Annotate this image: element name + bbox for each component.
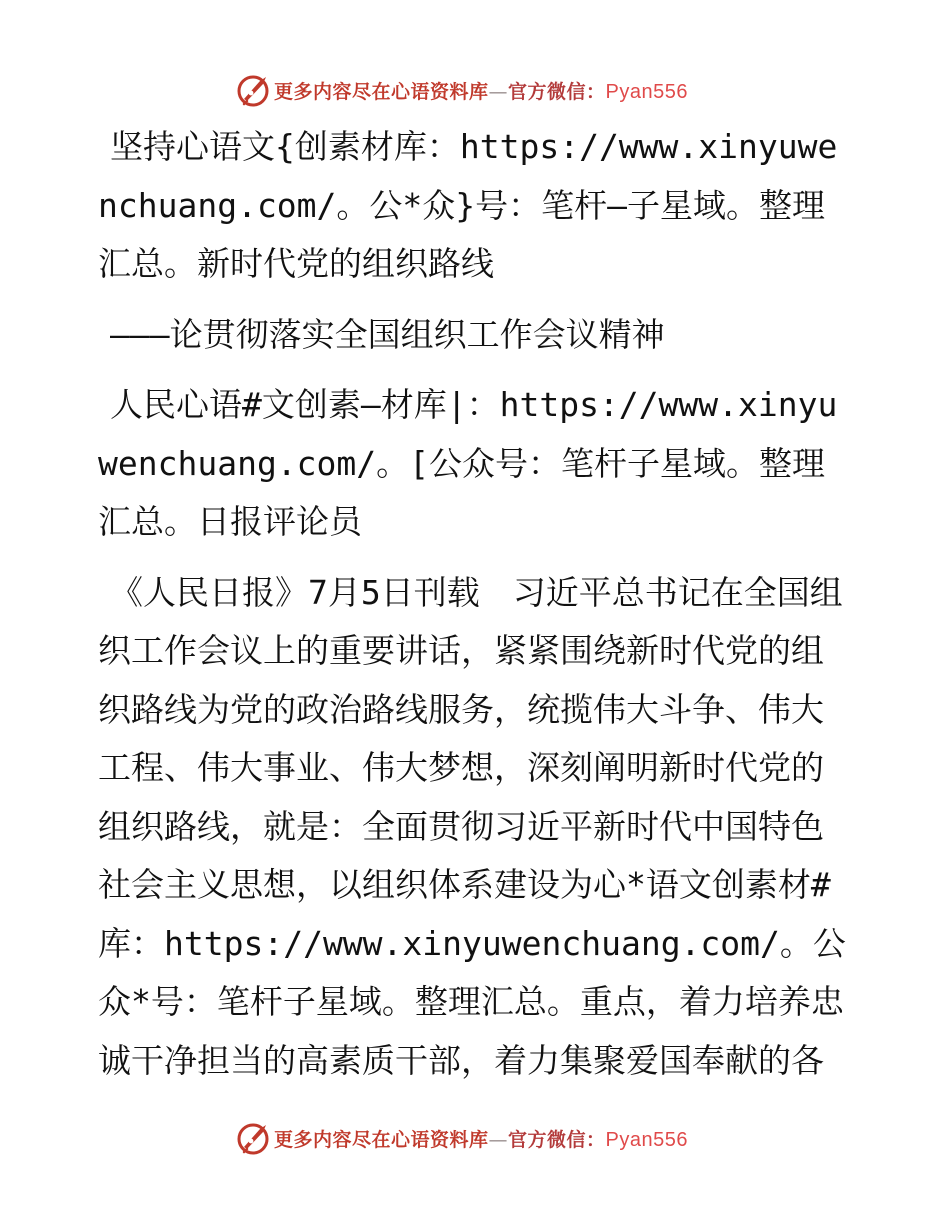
watermark-wechat-label: 官方微信：	[508, 1128, 606, 1151]
watermark-separator: —	[488, 80, 509, 103]
watermark-separator: —	[488, 1128, 509, 1151]
watermark-wechat-label: 官方微信：	[508, 80, 606, 103]
watermark-wechat-id: Pyan556	[605, 1128, 688, 1151]
paragraph-source: 人民心语#文创素—材库|：https://www.xinyuwenchuang.com/。[公众号：笔杆子星域。整理汇总。日报评论员	[98, 385, 838, 541]
watermark-library-text: 更多内容尽在心语资料库	[274, 80, 489, 103]
document-body	[98, 118, 850, 1090]
paragraph-subtitle: ———论贯彻落实全国组织工作会议精神	[110, 314, 665, 354]
paragraph-body: 《人民日报》7月5日刊载 习近平总书记在全国组织工作会议上的重要讲话，紧紧围绕新时代党的组织路线为党的政治路线服务，统揽伟大斗争、伟大工程、伟大事业、伟大梦想，深刻阐明新时代党的组织路线，就是：全面贯彻习近平新时代中国特色社会主义思想，以组织体系建设为心*语文创素材#库：https://www.xinyuwenchuang.com/。公众*号：笔杆子星域。整理汇总。重点，着力培养忠诚干净担当的高素质干部，着力集聚爱国奉献的各	[98, 572, 846, 1080]
red-quill-pen-logo-icon	[236, 72, 272, 108]
watermark-wechat-id: Pyan556	[605, 80, 688, 103]
red-quill-pen-logo-icon	[236, 1120, 272, 1156]
watermark-text	[274, 77, 688, 104]
watermark-library-text: 更多内容尽在心语资料库	[274, 1128, 489, 1151]
footer-watermark	[236, 1120, 716, 1156]
paragraph-intro: 坚持心语文{创素材库：https://www.xinyuwenchuang.com/。公*众}号：笔杆—子星域。整理汇总。新时代党的组织路线	[98, 127, 838, 283]
header-watermark	[236, 72, 716, 108]
watermark-text	[274, 1125, 688, 1152]
